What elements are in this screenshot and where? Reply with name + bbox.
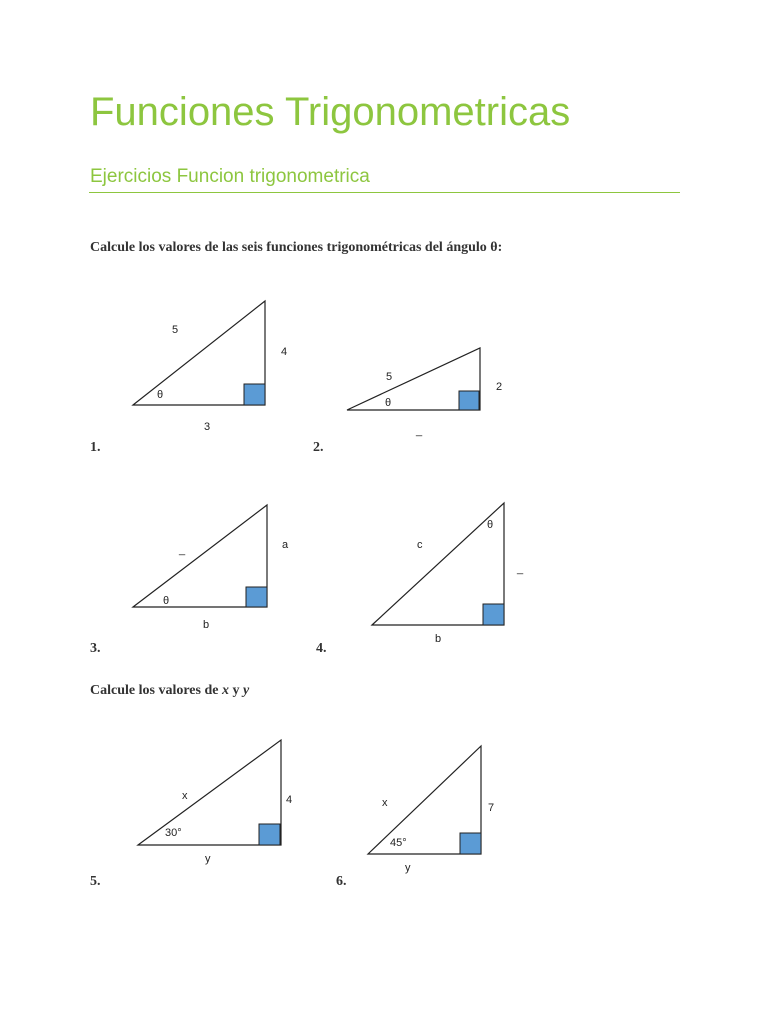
triangle-6-hyp-label: x xyxy=(382,797,388,809)
right-angle-marker xyxy=(460,833,481,854)
exercise-2-number: 2. xyxy=(313,440,324,455)
triangle-5 xyxy=(138,740,292,865)
triangle-6-angle-label: 45° xyxy=(390,837,407,849)
triangle-6-adj-label: y xyxy=(405,862,411,874)
triangle-4-hyp-label: c xyxy=(417,539,423,551)
triangle-6 xyxy=(368,746,494,874)
right-angle-marker xyxy=(459,391,479,410)
triangle-2-hyp-label: 5 xyxy=(386,371,393,383)
exercise-3-number: 3. xyxy=(90,641,101,656)
triangle-5-opp-label: 4 xyxy=(286,794,293,806)
triangle-5-hyp-label: x xyxy=(182,790,188,802)
right-angle-marker xyxy=(246,587,267,607)
document-title: Funciones Trigonometricas xyxy=(90,90,571,134)
instruction-x-y-mid: y xyxy=(228,683,243,698)
triangle-3-adj-label: b xyxy=(203,619,210,631)
triangle-6-opp-label: 7 xyxy=(488,802,495,814)
triangle-3 xyxy=(133,505,289,631)
triangle-3-hyp-label: _ xyxy=(179,544,186,556)
instruction-y-var: y xyxy=(242,683,250,698)
triangle-2 xyxy=(347,348,502,437)
right-angle-marker xyxy=(483,604,504,625)
triangle-2-opp-label: 2 xyxy=(496,381,503,393)
triangle-4-opp-label: _ xyxy=(517,563,524,575)
exercise-5-number: 5. xyxy=(90,874,101,889)
triangle-3-angle-label: θ xyxy=(163,595,170,607)
triangle-2-angle-label: θ xyxy=(385,397,392,409)
exercise-6-number: 6. xyxy=(336,874,347,889)
exercise-1-number: 1. xyxy=(90,440,101,455)
triangle-1-hyp-label: 5 xyxy=(172,324,179,336)
triangle-3-opp-label: a xyxy=(282,539,289,551)
triangle-4-adj-label: b xyxy=(435,633,442,645)
instruction-x-y-prefix: Calcule los valores de xyxy=(90,683,222,698)
instruction-x-var: x xyxy=(221,683,229,698)
triangle-5-adj-label: y xyxy=(205,853,211,865)
triangle-4-angle-label: θ xyxy=(487,519,494,531)
right-angle-marker xyxy=(259,824,280,845)
right-angle-marker xyxy=(244,384,265,405)
triangle-5-angle-label: 30° xyxy=(165,827,182,839)
instruction-find-x-y xyxy=(90,683,249,699)
triangle-4 xyxy=(372,503,524,645)
triangle-1 xyxy=(133,301,287,433)
exercise-4-number: 4. xyxy=(316,641,327,656)
triangle-2-adj-label: _ xyxy=(416,425,423,437)
triangle-1-adj-label: 3 xyxy=(204,421,211,433)
triangle-1-angle-label: θ xyxy=(157,389,164,401)
document-subtitle: Ejercicios Funcion trigonometrica xyxy=(90,166,370,187)
triangle-1-opp-label: 4 xyxy=(281,346,288,358)
instruction-six-functions: Calcule los valores de las seis funciones trigonométricas del ángulo θ: xyxy=(90,240,503,255)
